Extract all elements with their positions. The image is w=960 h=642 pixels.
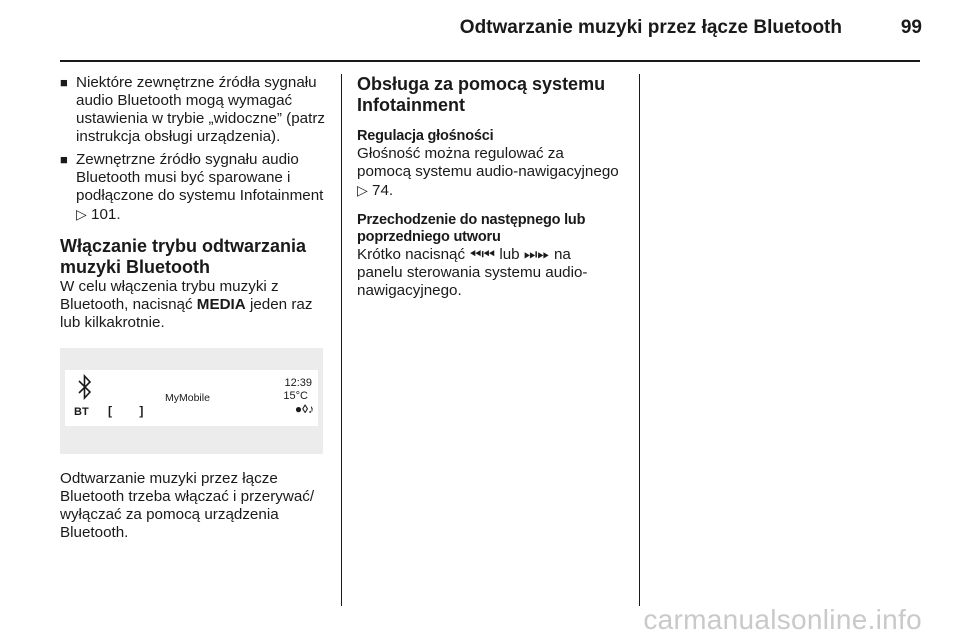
header-rule — [60, 60, 920, 62]
volume-paragraph: Głośność można regulować za pomocą systemu audio-nawigacyjnego ▷ 74. — [357, 145, 619, 199]
left-column — [60, 74, 328, 542]
section-heading: Obsługa za pomocą systemu Infotainment — [357, 74, 606, 115]
right-column — [357, 74, 619, 300]
bullet-square-icon: ■ — [60, 75, 68, 90]
intro-paragraph: W celu włączenia trybu muzyki z Bluetooth, nacisnąć MEDIA jeden raz lub kilkakrotnie. — [60, 278, 313, 331]
brackets-indicator: [ ] — [108, 404, 156, 418]
previous-track-icon: ⏪︎⏮︎ — [469, 246, 496, 263]
signal-icon: ◊ — [302, 402, 308, 416]
display-time: 12:39 — [284, 377, 312, 389]
page-number: 99 — [900, 17, 922, 38]
bluetooth-icon — [77, 374, 93, 400]
media-button-label: MEDIA — [196, 296, 246, 313]
display-illustration — [60, 348, 323, 454]
bullet-square-icon: ■ — [60, 152, 68, 167]
bullet-item: ■ Zewnętrzne źródło sygnału audio Bluetooth musi być sparowane i podłączone do systemu Infotainment ▷ 101. — [60, 151, 324, 223]
status-icons — [295, 402, 314, 416]
device-name: MyMobile — [165, 392, 210, 404]
display-screen — [65, 370, 318, 426]
reference-arrow-icon: ▷ — [357, 182, 368, 198]
bullet-item: ■ Niektóre zewnętrzne źródła sygnału audio Bluetooth mogą wymagać ustawienia w trybie „widoczne” (patrz instrukcja obsługi urządzenia). — [60, 74, 325, 145]
track-paragraph: Krótko nacisnąć ⏪︎⏮︎ lub ⏭︎⏩︎ na panelu sterowania systemu audio-nawigacyjnego. — [357, 246, 588, 299]
source-label: BT — [74, 406, 89, 418]
section-heading: Włączanie trybu odtwarzania muzyki Bluetooth — [60, 236, 307, 277]
sub-heading-volume: Regulacja głośności — [357, 128, 494, 144]
watermark: carmanualsonline.info — [643, 604, 922, 635]
page-header-title: Odtwarzanie muzyki przez łącze Bluetooth — [459, 17, 842, 38]
sub-heading-track: Przechodzenie do następnego lub poprzedniego utworu — [357, 212, 586, 245]
display-temperature: 15°C — [283, 390, 308, 402]
caption-paragraph: Odtwarzanie muzyki przez łącze Bluetooth trzeba włączać i przerywać/ wyłączać za pomocą urządzenia Bluetooth. — [60, 470, 315, 541]
reference-arrow-icon: ▷ — [76, 206, 87, 222]
column-divider-2 — [639, 74, 640, 606]
next-track-icon: ⏭︎⏩︎ — [523, 246, 550, 263]
music-note-icon: ♪ — [308, 402, 314, 416]
page-reference: 101. — [91, 206, 121, 223]
column-divider-1 — [341, 74, 342, 606]
record-dot-icon: ● — [294, 402, 303, 416]
